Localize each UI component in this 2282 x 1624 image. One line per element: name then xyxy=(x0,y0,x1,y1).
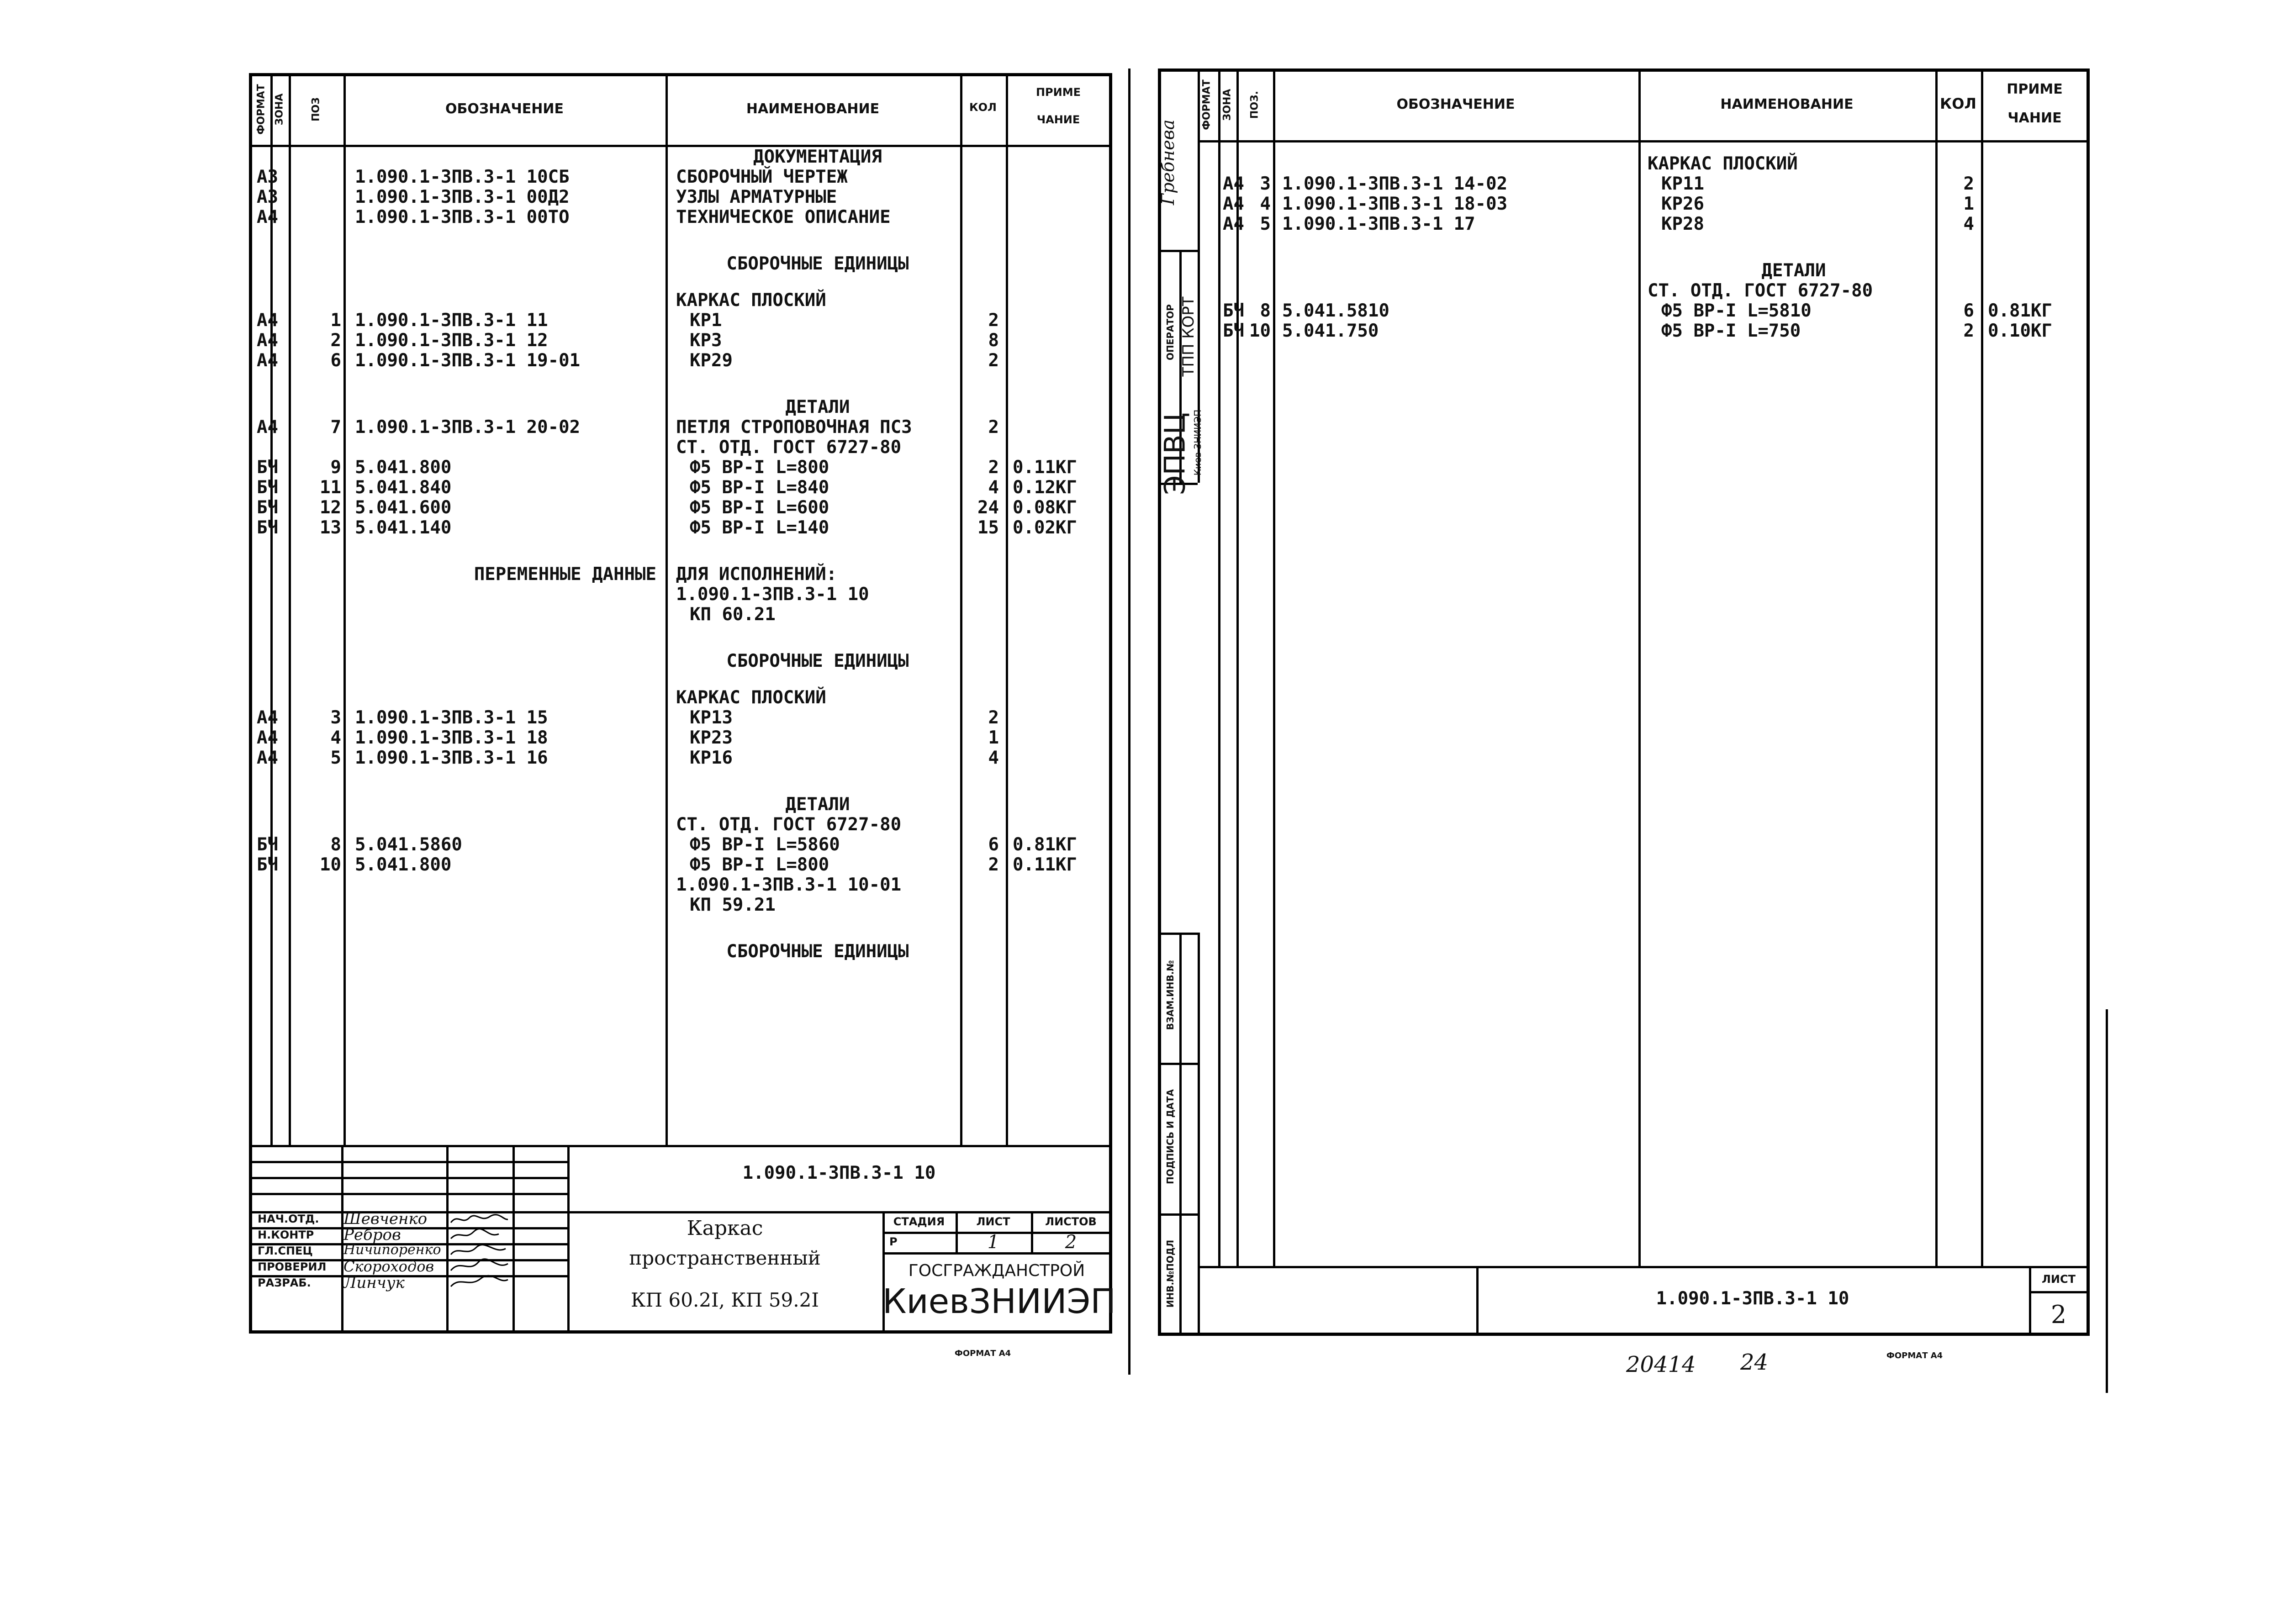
header-name: НАИМЕНОВАНИЕ xyxy=(746,101,880,117)
spec-cell-d: 1.090.1-3ПВ.3-1 00Д2 xyxy=(355,187,570,207)
spec-cell-n: Ф5 ВР-I L=5860 xyxy=(690,834,840,855)
sheet-label: ЛИСТ xyxy=(976,1215,1010,1228)
spec-cell-d: ПЕРЕМЕННЫЕ ДАННЫЕ xyxy=(474,564,656,585)
margin-label-replaced-inv: ВЗАМ.ИНВ.№ xyxy=(1165,960,1176,1030)
sheet-divider xyxy=(1128,69,1130,1375)
spec-cell-d: 1.090.1-3ПВ.3-1 18 xyxy=(355,728,548,748)
spec-cell-q: 2 xyxy=(988,457,999,478)
spec-cell-p: 2 xyxy=(330,330,341,351)
spec-cell-p: 10 xyxy=(320,854,341,875)
header-pos-right: ПОЗ. xyxy=(1249,90,1261,119)
header-designation: ОБОЗНАЧЕНИЕ xyxy=(445,101,564,117)
sheets-label: ЛИСТОВ xyxy=(1045,1215,1097,1228)
spec-cell-m: 0.02КГ xyxy=(1013,517,1077,538)
spec-cell-q: 15 xyxy=(977,517,999,538)
role-3: ГЛ.СПЕЦ xyxy=(258,1244,313,1257)
spec-cell-q: 2 xyxy=(1963,174,1974,194)
name-3: Ничипоренко xyxy=(343,1242,441,1258)
header-qty: КОЛ xyxy=(969,101,997,114)
spec-cell-q: 4 xyxy=(1963,214,1974,234)
header-note-2-right: ЧАНИЕ xyxy=(2007,110,2062,126)
spec-cell-n: 1.090.1-3ПВ.3-1 10 xyxy=(676,584,869,605)
signatures xyxy=(449,1211,512,1291)
left-format-label: ФОРМАТ А4 xyxy=(955,1349,1011,1358)
spec-cell-p: 11 xyxy=(320,477,341,498)
spec-cell-f: БЧ xyxy=(257,834,278,855)
spec-cell-p: 1 xyxy=(330,310,341,331)
handwritten-number-1: 20414 xyxy=(1626,1352,1696,1377)
spec-cell-n: ТЕХНИЧЕСКОЕ ОПИСАНИЕ xyxy=(676,207,891,227)
header-format: ФОРМАТ xyxy=(255,84,267,135)
spec-cell-f: БЧ xyxy=(257,477,278,498)
spec-cell-p: 4 xyxy=(1260,194,1271,214)
spec-cell-p: 8 xyxy=(1260,301,1271,321)
spec-cell-m: 0.11КГ xyxy=(1013,457,1077,478)
spec-cell-p: 4 xyxy=(330,728,341,748)
spec-cell-n: СБОРОЧНЫЙ ЧЕРТЕЖ xyxy=(676,167,848,187)
spec-cell-f: А4 xyxy=(257,207,278,227)
spec-cell-f: БЧ xyxy=(1223,301,1244,321)
spec-cell-d: 1.090.1-3ПВ.3-1 00ТО xyxy=(355,207,570,227)
role-1: НАЧ.ОТД. xyxy=(258,1213,319,1225)
spec-cell-q: 1 xyxy=(1963,194,1974,214)
spec-cell-d: 1.090.1-3ПВ.3-1 16 xyxy=(355,748,548,768)
spec-cell-m: 0.12КГ xyxy=(1013,477,1077,498)
spec-cell-n: СТ. ОТД. ГОСТ 6727-80 xyxy=(1648,280,1873,301)
spec-cell-d: 1.090.1-3ПВ.3-1 19-01 xyxy=(355,350,581,371)
title-line-1: Каркас xyxy=(687,1217,763,1240)
spec-cell-q: 2 xyxy=(988,310,999,331)
spec-cell-d: 1.090.1-3ПВ.3-1 20-02 xyxy=(355,417,581,438)
header-pos: ПОЗ xyxy=(310,97,322,121)
header-note-1: ПРИМЕ xyxy=(1035,86,1081,99)
spec-cell-n: КАРКАС ПЛОСКИЙ xyxy=(676,687,826,708)
spec-cell-d: 5.041.800 xyxy=(355,854,452,875)
header-zone-right: ЗОНА xyxy=(1221,89,1233,121)
spec-cell-m: 0.11КГ xyxy=(1013,854,1077,875)
spec-cell-n: КР3 xyxy=(690,330,722,351)
stage-value: Р xyxy=(889,1235,898,1248)
name-2: Ребров xyxy=(343,1226,401,1244)
spec-cell-d: 5.041.140 xyxy=(355,517,452,538)
spec-cell-n: ДЕТАЛИ xyxy=(785,794,850,815)
spec-cell-d: 5.041.800 xyxy=(355,457,452,478)
stamp-tpp: ТПП КОРТ xyxy=(1179,296,1198,377)
spec-cell-n: ДОКУМЕНТАЦИЯ xyxy=(753,147,882,167)
spec-cell-m: 0.08КГ xyxy=(1013,497,1077,518)
spec-cell-f: А4 xyxy=(257,330,278,351)
role-2: Н.КОНТР xyxy=(258,1229,314,1241)
spec-cell-n: СТ. ОТД. ГОСТ 6727-80 xyxy=(676,814,902,835)
right-spec-sheet xyxy=(1158,69,2090,1336)
spec-cell-q: 2 xyxy=(988,854,999,875)
sheets-value: 2 xyxy=(1065,1232,1077,1253)
spec-cell-n: Ф5 ВР-I L=750 xyxy=(1661,321,1801,341)
spec-cell-p: 12 xyxy=(320,497,341,518)
right-sheet-label: ЛИСТ xyxy=(2041,1273,2076,1286)
spec-cell-d: 1.090.1-3ПВ.3-1 12 xyxy=(355,330,548,351)
spec-cell-n: Ф5 ВР-I L=800 xyxy=(690,457,829,478)
spec-cell-n: КР28 xyxy=(1661,214,1704,234)
spec-cell-d: 1.090.1-3ПВ.3-1 15 xyxy=(355,707,548,728)
spec-cell-n: КП 60.21 xyxy=(690,604,776,625)
spec-cell-d: 1.090.1-3ПВ.3-1 11 xyxy=(355,310,548,331)
spec-cell-p: 5 xyxy=(330,748,341,768)
spec-cell-n: Ф5 ВР-I L=140 xyxy=(690,517,829,538)
margin-label-inv-original: ИНВ.№ПОДЛ xyxy=(1165,1239,1176,1308)
spec-cell-f: БЧ xyxy=(257,497,278,518)
spec-cell-q: 6 xyxy=(988,834,999,855)
spec-cell-n: КР1 xyxy=(690,310,722,331)
org-logo-text: КиевЗНИИЭП xyxy=(882,1282,1116,1321)
spec-cell-m: 0.81КГ xyxy=(1013,834,1077,855)
title-line-3: КП 60.2I, КП 59.2I xyxy=(631,1289,819,1311)
spec-cell-f: БЧ xyxy=(257,854,278,875)
spec-cell-n: 1.090.1-3ПВ.3-1 10-01 xyxy=(676,875,902,895)
spec-cell-q: 2 xyxy=(988,707,999,728)
spec-cell-q: 2 xyxy=(988,417,999,438)
stage-label: СТАДИЯ xyxy=(893,1215,945,1228)
spec-cell-f: А4 xyxy=(1223,194,1244,214)
spec-cell-n: КР16 xyxy=(690,748,733,768)
spec-cell-f: А4 xyxy=(257,350,278,371)
spec-cell-n: ДЛЯ ИСПОЛНЕНИЙ: xyxy=(676,564,837,585)
spec-cell-n: КР23 xyxy=(690,728,733,748)
spec-cell-q: 1 xyxy=(988,728,999,748)
role-5: РАЗРАБ. xyxy=(258,1276,311,1289)
spec-cell-p: 3 xyxy=(1260,174,1271,194)
header-format-right: ФОРМАТ xyxy=(1201,79,1213,130)
spec-cell-n: КР26 xyxy=(1661,194,1704,214)
header-name-right: НАИМЕНОВАНИЕ xyxy=(1720,96,1854,112)
spec-cell-f: А4 xyxy=(1223,214,1244,234)
spec-cell-f: А4 xyxy=(257,748,278,768)
org-name: ГОСГРАЖДАНСТРОЙ xyxy=(908,1261,1085,1280)
handwritten-number-2: 24 xyxy=(1740,1350,1769,1375)
spec-cell-q: 24 xyxy=(977,497,999,518)
name-1: Шевченко xyxy=(343,1210,428,1228)
spec-cell-d: 1.090.1-3ПВ.3-1 17 xyxy=(1282,214,1475,234)
name-4: Скороходов xyxy=(343,1258,434,1275)
spec-cell-d: 1.090.1-3ПВ.3-1 14-02 xyxy=(1282,174,1508,194)
spec-cell-d: 1.090.1-3ПВ.3-1 18-03 xyxy=(1282,194,1508,214)
spec-cell-p: 6 xyxy=(330,350,341,371)
spec-cell-p: 10 xyxy=(1249,321,1271,341)
spec-cell-n: УЗЛЫ АРМАТУРНЫЕ xyxy=(676,187,837,207)
name-5: Линчук xyxy=(343,1274,405,1292)
spec-cell-f: А4 xyxy=(257,707,278,728)
spec-cell-d: 5.041.600 xyxy=(355,497,452,518)
stamp-kiev: Киев ЗНИИЭП xyxy=(1192,409,1203,476)
spec-cell-n: СБОРОЧНЫЕ ЕДИНИЦЫ xyxy=(726,253,909,274)
spec-cell-n: Ф5 ВР-I L=840 xyxy=(690,477,829,498)
spec-cell-q: 8 xyxy=(988,330,999,351)
spec-cell-p: 5 xyxy=(1260,214,1271,234)
spec-cell-n: ДЕТАЛИ xyxy=(1761,260,1826,281)
spec-cell-d: 5.041.750 xyxy=(1282,321,1379,341)
spec-cell-n: СТ. ОТД. ГОСТ 6727-80 xyxy=(676,437,902,458)
spec-cell-n: КАРКАС ПЛОСКИЙ xyxy=(676,290,826,311)
spec-cell-n: СБОРОЧНЫЕ ЕДИНИЦЫ xyxy=(726,651,909,671)
spec-cell-f: А4 xyxy=(257,728,278,748)
left-spec-sheet xyxy=(249,73,1116,1334)
spec-cell-f: А4 xyxy=(1223,174,1244,194)
spec-cell-n: КАРКАС ПЛОСКИЙ xyxy=(1648,153,1798,174)
stamp-epvc: ЭПВЦ xyxy=(1158,412,1192,495)
spec-cell-n: Ф5 ВР-I L=5810 xyxy=(1661,301,1812,321)
stamp-operator: ОПЕРАТОР xyxy=(1165,304,1176,360)
header-zone: ЗОНА xyxy=(274,93,285,126)
stamp-name: Гребнева xyxy=(1158,119,1178,205)
spec-cell-f: А4 xyxy=(257,310,278,331)
right-sheet-number: 2 xyxy=(2050,1300,2067,1329)
spec-cell-q: 4 xyxy=(988,477,999,498)
header-note-2: ЧАНИЕ xyxy=(1036,113,1080,126)
spec-cell-n: КР13 xyxy=(690,707,733,728)
spec-cell-n: КР11 xyxy=(1661,174,1704,194)
header-designation-right: ОБОЗНАЧЕНИЕ xyxy=(1396,96,1515,112)
spec-cell-p: 7 xyxy=(330,417,341,438)
spec-cell-q: 6 xyxy=(1963,301,1974,321)
spec-cell-f: А3 xyxy=(257,187,278,207)
spec-cell-d: 5.041.5810 xyxy=(1282,301,1389,321)
spec-cell-f: А3 xyxy=(257,167,278,187)
spec-cell-n: Ф5 ВР-I L=800 xyxy=(690,854,829,875)
right-format-label: ФОРМАТ А4 xyxy=(1886,1351,1943,1360)
right-doc-code: 1.090.1-3ПВ.3-1 10 xyxy=(1656,1288,1849,1309)
spec-cell-n: КР29 xyxy=(690,350,733,371)
spec-cell-f: А4 xyxy=(257,417,278,438)
title-line-2: пространственный xyxy=(629,1247,821,1269)
spec-cell-m: 0.81КГ xyxy=(1988,301,2052,321)
spec-cell-n: КП 59.21 xyxy=(690,895,776,915)
spec-cell-q: 2 xyxy=(988,350,999,371)
header-note-1-right: ПРИМЕ xyxy=(2007,81,2063,97)
spec-cell-p: 8 xyxy=(330,834,341,855)
header-qty-right: КОЛ xyxy=(1940,95,1976,112)
role-4: ПРОВЕРИЛ xyxy=(258,1260,327,1273)
spec-cell-p: 9 xyxy=(330,457,341,478)
spec-cell-n: Ф5 ВР-I L=600 xyxy=(690,497,829,518)
title-block-doc-code: 1.090.1-3ПВ.3-1 10 xyxy=(742,1163,936,1183)
spec-cell-d: 1.090.1-3ПВ.3-1 10СБ xyxy=(355,167,570,187)
spec-cell-q: 2 xyxy=(1963,321,1974,341)
spec-cell-d: 5.041.840 xyxy=(355,477,452,498)
spec-cell-n: ДЕТАЛИ xyxy=(785,397,850,417)
spec-cell-m: 0.10КГ xyxy=(1988,321,2052,341)
spec-cell-f: БЧ xyxy=(1223,321,1244,341)
spec-cell-f: БЧ xyxy=(257,457,278,478)
sheet-value: 1 xyxy=(987,1232,999,1253)
spec-cell-n: ПЕТЛЯ СТРОПОВОЧНАЯ ПС3 xyxy=(676,417,912,438)
margin-label-signature-date: ПОДПИСЬ И ДАТА xyxy=(1165,1089,1176,1185)
spec-cell-d: 5.041.5860 xyxy=(355,834,462,855)
spec-cell-f: БЧ xyxy=(257,517,278,538)
right-edge-line xyxy=(2106,1009,2108,1393)
spec-cell-p: 13 xyxy=(320,517,341,538)
spec-cell-q: 4 xyxy=(988,748,999,768)
spec-cell-p: 3 xyxy=(330,707,341,728)
spec-cell-n: СБОРОЧНЫЕ ЕДИНИЦЫ xyxy=(726,941,909,962)
